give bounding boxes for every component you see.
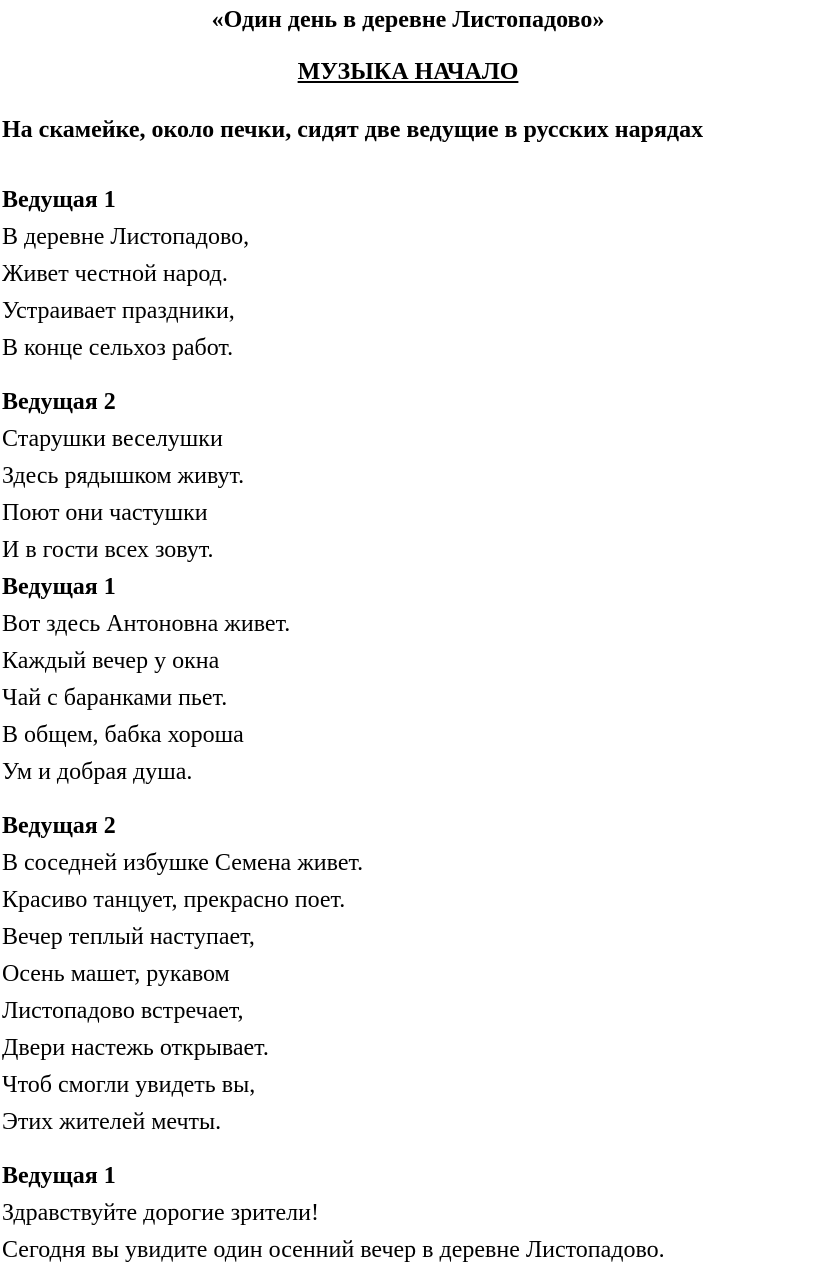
verse-line: Осень машет, рукавом <box>2 961 230 987</box>
verse-line: Красиво танцует, прекрасно поет. <box>2 887 346 913</box>
verse-line: Сегодня вы увидите один осенний вечер в деревне Листопадово. <box>2 1237 665 1263</box>
stage-direction: На скамейке, около печки, сидят две ведущие в русских нарядах <box>2 117 704 143</box>
verse-line: Вот здесь Антоновна живет. <box>2 611 291 637</box>
verse-line: И в гости всех зовут. <box>2 537 214 563</box>
speaker-label: Ведущая 1 <box>2 187 116 213</box>
verse-line: Поют они частушки <box>2 500 208 526</box>
verse-line: Устраивает праздники, <box>2 298 235 324</box>
speaker-label: Ведущая 1 <box>2 1163 116 1189</box>
speaker-label: Ведущая 2 <box>2 813 116 839</box>
verse-line: Листопадово встречает, <box>2 998 244 1024</box>
verse-line: Чай с баранками пьет. <box>2 685 228 711</box>
speaker-label: Ведущая 2 <box>2 389 116 415</box>
verse-line: В деревне Листопадово, <box>2 224 250 250</box>
document-title: «Один день в деревне Листопадово» <box>211 7 605 33</box>
verse-line: Вечер теплый наступает, <box>2 924 255 950</box>
verse-line: Чтоб смогли увидеть вы, <box>2 1072 256 1098</box>
verse-line: Этих жителей мечты. <box>2 1109 222 1135</box>
verse-line: Здесь рядышком живут. <box>2 463 245 489</box>
speaker-label: Ведущая 1 <box>2 574 116 600</box>
verse-line: Двери настежь открывает. <box>2 1035 269 1061</box>
verse-line: Здравствуйте дорогие зрители! <box>2 1200 319 1226</box>
verse-line: Ум и добрая душа. <box>2 759 193 785</box>
verse-line: Живет честной народ. <box>2 261 228 287</box>
verse-line: В общем, бабка хороша <box>2 722 244 748</box>
verse-line: Старушки веселушки <box>2 426 223 452</box>
music-cue: МУЗЫКА НАЧАЛО <box>297 59 519 85</box>
verse-line: Каждый вечер у окна <box>2 648 220 674</box>
verse-line: В соседней избушке Семена живет. <box>2 850 364 876</box>
verse-line: В конце сельхоз работ. <box>2 335 234 361</box>
